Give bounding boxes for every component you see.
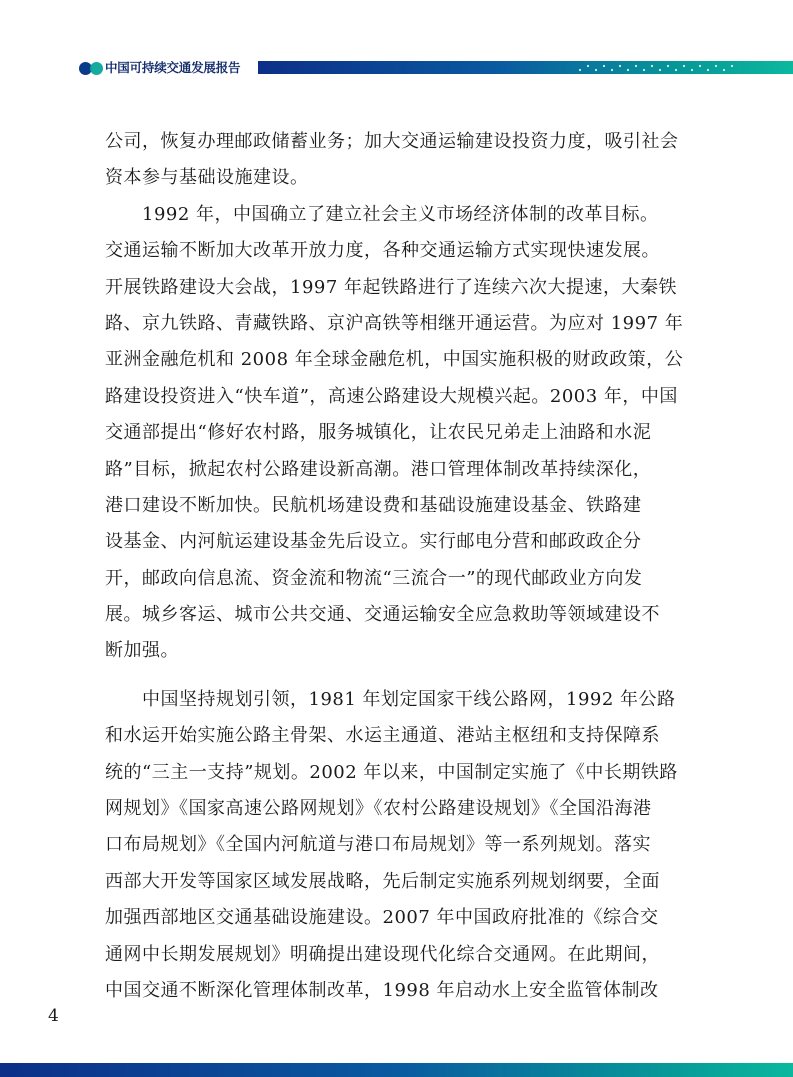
text-line: 1992 年，中国确立了建立社会主义市场经济体制的改革目标。 bbox=[105, 203, 659, 225]
text-line: 交通运输不断加大改革开放力度，各种交通运输方式实现快速发展。 bbox=[105, 240, 660, 262]
text-line: 网规划》《国家高速公路网规划》《农村公路建设规划》《全国沿海港 bbox=[105, 798, 652, 820]
page-number: 4 bbox=[48, 1006, 59, 1026]
text-line: 交通部提出“修好农村路，服务城镇化，让农民兄弟走上油路和水泥 bbox=[105, 422, 652, 444]
text-line: 西部大开发等国家区域发展战略，先后制定实施系列规划纲要，全面 bbox=[105, 870, 660, 892]
text-line: 港口建设不断加快。民航机场建设费和基础设施建设基金、铁路建 bbox=[105, 494, 642, 516]
header-gradient-bar bbox=[258, 61, 793, 74]
paragraph bbox=[105, 124, 688, 197]
page-header bbox=[0, 58, 793, 80]
text-line: 加强西部地区交通基础设施建设。2007 年中国政府批准的《综合交 bbox=[105, 907, 659, 929]
text-line: 亚洲金融危机和 2008 年全球金融危机，中国实施积极的财政政策，公 bbox=[105, 349, 684, 371]
text-line: 路”目标，掀起农村公路建设新高潮。港口管理体制改革持续深化， bbox=[105, 458, 652, 480]
header-dots-pattern-icon bbox=[258, 61, 793, 74]
text-line: 路建设投资进入“快车道”，高速公路建设大规模兴起。2003 年，中国 bbox=[105, 385, 678, 407]
text-line: 和水运开始实施公路主骨架、水运主通道、港站主枢纽和支持保障系 bbox=[105, 725, 660, 747]
text-line: 断加强。 bbox=[105, 640, 179, 662]
text-line: 通网中长期发展规划》明确提出建设现代化综合交通网。在此期间， bbox=[105, 943, 660, 965]
text-line: 统的“三主一支持”规划。2002 年以来，中国制定实施了《中长期铁路 bbox=[105, 761, 678, 783]
text-line: 口布局规划》《全国内河航道与港口布局规划》等一系列规划。落实 bbox=[105, 834, 651, 856]
text-line: 设基金、内河航运建设基金先后设立。实行邮电分营和邮政政企分 bbox=[105, 531, 642, 553]
body-text bbox=[105, 124, 688, 1009]
text-line: 路、京九铁路、青藏铁路、京沪高铁等相继开通运营。为应对 1997 年 bbox=[105, 312, 684, 334]
paragraph bbox=[105, 682, 688, 1010]
text-line: 展。城乡客运、城市公共交通、交通运输安全应急救助等领域建设不 bbox=[105, 604, 660, 626]
footer-gradient-bar bbox=[0, 1063, 793, 1077]
text-line: 中国交通不断深化管理体制改革，1998 年启动水上安全监管体制改 bbox=[105, 979, 659, 1001]
text-line: 公司，恢复办理邮政储蓄业务；加大交通运输建设投资力度，吸引社会 bbox=[105, 131, 679, 152]
text-line: 开展铁路建设大会战，1997 年起铁路进行了连续六次大提速，大秦铁 bbox=[105, 276, 678, 298]
text-line: 开，邮政向信息流、资金流和物流“三流合一”的现代邮政业方向发 bbox=[105, 567, 643, 589]
header-title: 中国可持续交通发展报告 bbox=[105, 60, 241, 75]
text-line: 资本参与基础设施建设。 bbox=[105, 167, 309, 189]
text-line: 中国坚持规划引领，1981 年划定国家干线公路网，1992 年公路 bbox=[105, 688, 676, 710]
paragraph bbox=[105, 197, 688, 670]
